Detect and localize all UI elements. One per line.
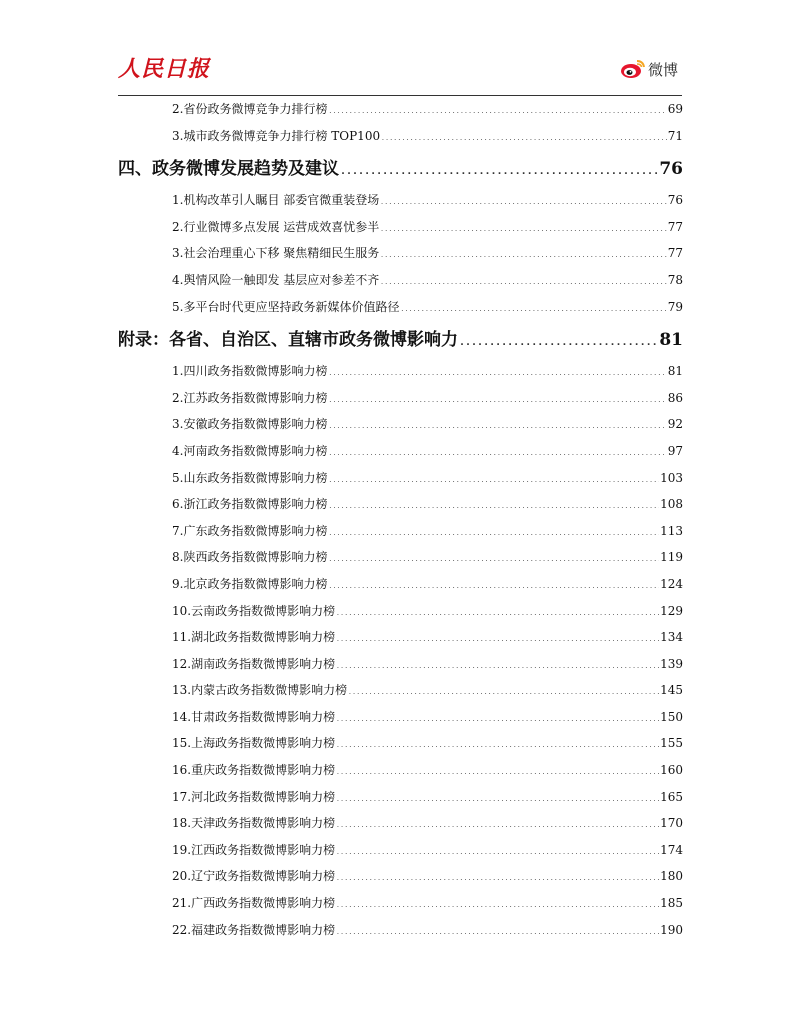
toc-section-title: 附录：各省、自治区、直辖市政务微博影响力 — [118, 330, 458, 351]
toc-entry-title: 江西政务指数微博影响力榜 — [191, 842, 336, 857]
toc-entry[interactable] — [118, 518, 683, 545]
people-daily-logo: 人民日报 — [118, 56, 211, 82]
toc-entry-number: 12. — [172, 656, 192, 671]
toc-entry[interactable] — [118, 358, 683, 385]
toc-entry-number: 19. — [172, 842, 192, 857]
toc-leader-dots — [328, 361, 666, 388]
toc-entry-page: 165 — [660, 789, 683, 804]
toc-leader-dots — [400, 297, 666, 324]
toc-entry-number: 22. — [172, 922, 192, 937]
toc-entry-title: 广东政务指数微博影响力榜 — [183, 523, 328, 538]
toc-entry-title: 湖南政务指数微博影响力榜 — [191, 656, 336, 671]
toc-entry-page: 134 — [660, 630, 683, 645]
toc-entry-number: 2. — [172, 219, 184, 234]
toc-entry[interactable] — [118, 438, 683, 465]
toc-section-heading[interactable] — [118, 155, 683, 183]
toc-entry-number: 16. — [172, 763, 192, 778]
toc-entry-page: 69 — [667, 102, 683, 116]
toc-entry[interactable] — [118, 411, 683, 438]
toc-entry-title: 四川政务指数微博影响力榜 — [183, 364, 328, 379]
toc-entry[interactable] — [118, 385, 683, 412]
toc-entry-page: 81 — [667, 364, 683, 379]
toc-entry-title: 辽宁政务指数微博影响力榜 — [191, 869, 336, 884]
toc-entry-number: 8. — [172, 550, 184, 565]
toc-leader-dots — [336, 654, 659, 681]
toc-entry-page: 78 — [667, 272, 683, 287]
toc-entry-title: 河南政务指数微博影响力榜 — [183, 443, 328, 458]
toc-entry-number: 1. — [172, 364, 184, 379]
toc-entry[interactable] — [118, 187, 683, 214]
toc-leader-dots — [348, 680, 659, 707]
toc-entry[interactable] — [118, 863, 683, 890]
toc-entry[interactable] — [118, 917, 683, 944]
toc-entry-page: 97 — [667, 443, 683, 458]
toc-leader-dots — [336, 893, 659, 920]
toc-entry-page: 77 — [667, 219, 683, 234]
toc-leader-dots — [336, 760, 659, 787]
toc-entry-title: 城市政务微博竞争力排行榜 TOP100 — [183, 128, 381, 143]
toc-entry-title: 浙江政务指数微博影响力榜 — [183, 497, 328, 512]
toc-entry[interactable] — [118, 598, 683, 625]
toc-leader-dots — [380, 243, 666, 270]
weibo-logo — [620, 58, 678, 80]
toc-leader-dots — [336, 840, 659, 867]
toc-entry-number: 10. — [172, 603, 192, 618]
toc-entry[interactable] — [118, 730, 683, 757]
toc-entry-page: 129 — [660, 603, 683, 618]
toc-leader-dots — [336, 787, 659, 814]
toc-leader-dots — [380, 270, 666, 297]
toc-leader-dots — [380, 217, 666, 244]
toc-entry-number: 2. — [172, 102, 184, 116]
toc-entry-title: 省份政务微博竞争力排行榜 — [183, 102, 328, 116]
toc-entry[interactable] — [118, 123, 683, 150]
toc-entry-number: 13. — [172, 683, 192, 698]
toc-entry-number: 7. — [172, 523, 184, 538]
toc-entry-number: 14. — [172, 709, 192, 724]
toc-leader-dots — [328, 574, 659, 601]
toc-leader-dots — [336, 707, 659, 734]
toc-leader-dots — [380, 190, 666, 217]
toc-entry-page: 76 — [667, 193, 683, 208]
toc-entry-title: 云南政务指数微博影响力榜 — [191, 603, 336, 618]
toc-entry[interactable] — [118, 677, 683, 704]
toc-leader-dots — [336, 920, 659, 947]
toc-entry[interactable] — [118, 267, 683, 294]
toc-entry-number: 20. — [172, 869, 192, 884]
toc-entry-number: 15. — [172, 736, 192, 751]
toc-entry-title: 福建政务指数微博影响力榜 — [191, 922, 336, 937]
toc-entry-number: 3. — [172, 128, 184, 143]
toc-leader-dots — [336, 733, 659, 760]
toc-entry-page: 108 — [660, 497, 683, 512]
toc-section-title: 四、政务微博发展趋势及建议 — [118, 159, 339, 180]
toc-entry[interactable] — [118, 294, 683, 321]
toc-entry-title: 社会治理重心下移 聚焦精细民生服务 — [183, 246, 380, 261]
toc-entry-page: 145 — [660, 683, 683, 698]
toc-entry-page: 79 — [667, 299, 683, 314]
toc-entry-page: 155 — [660, 736, 683, 751]
toc-leader-dots — [336, 601, 659, 628]
toc-leader-dots — [336, 813, 659, 840]
toc-leader-dots — [336, 866, 659, 893]
toc-entry-page: 71 — [667, 128, 683, 143]
weibo-logo-text: 微博 — [648, 60, 679, 79]
toc-entry-number: 6. — [172, 497, 184, 512]
toc-leader-dots — [328, 468, 659, 495]
toc-entry[interactable] — [118, 96, 683, 123]
toc-entry-title: 安徽政务指数微博影响力榜 — [183, 417, 328, 432]
toc-entry-title: 广西政务指数微博影响力榜 — [191, 896, 336, 911]
toc-entry[interactable] — [118, 651, 683, 678]
toc-entry-number: 4. — [172, 443, 184, 458]
toc-entry-title: 舆情风险一触即发 基层应对参差不齐 — [183, 272, 380, 287]
toc-leader-dots — [328, 388, 666, 415]
toc-entry-page: 150 — [660, 709, 683, 724]
toc-entry-title: 河北政务指数微博影响力榜 — [191, 789, 336, 804]
toc-entry-number: 11. — [172, 630, 192, 645]
toc-entry-title: 重庆政务指数微博影响力榜 — [191, 763, 336, 778]
toc-entry-number: 5. — [172, 470, 184, 485]
toc-section-page: 76 — [659, 159, 683, 180]
toc-entry-page: 113 — [660, 523, 683, 538]
toc-entry-page: 180 — [660, 869, 683, 884]
toc-leader-dots — [328, 494, 659, 521]
toc-leader-dots — [328, 414, 666, 441]
page-header — [0, 0, 800, 100]
weibo-eye-icon — [620, 58, 646, 80]
toc-entry-title: 内蒙古政务指数微博影响力榜 — [191, 683, 348, 698]
toc-entry-page: 190 — [660, 922, 683, 937]
toc-leader-dots — [340, 158, 658, 186]
toc-entry[interactable] — [118, 784, 683, 811]
toc-entry-number: 1. — [172, 193, 184, 208]
toc-entry-number: 18. — [172, 816, 192, 831]
toc-entry-title: 甘肃政务指数微博影响力榜 — [191, 709, 336, 724]
toc-entry-title: 湖北政务指数微博影响力榜 — [191, 630, 336, 645]
toc-entry-title: 行业微博多点发展 运营成效喜忧参半 — [183, 219, 380, 234]
toc-entry-number: 21. — [172, 896, 192, 911]
toc-entry-page: 124 — [660, 576, 683, 591]
toc-entry-number: 17. — [172, 789, 192, 804]
toc-entry-page: 77 — [667, 246, 683, 261]
toc-leader-dots — [336, 627, 659, 654]
toc-entry[interactable] — [118, 757, 683, 784]
toc-entry[interactable] — [118, 465, 683, 492]
toc-entry-number: 9. — [172, 576, 184, 591]
toc-entry-title: 上海政务指数微博影响力榜 — [191, 736, 336, 751]
toc-entry-number: 5. — [172, 299, 184, 314]
toc-entry[interactable] — [118, 810, 683, 837]
toc-entry-page: 92 — [667, 417, 683, 432]
toc-leader-dots — [328, 547, 659, 574]
toc-entry[interactable] — [118, 624, 683, 651]
toc-entry-page: 160 — [660, 763, 683, 778]
toc-entry-page: 103 — [660, 470, 683, 485]
table-of-contents — [118, 96, 683, 943]
toc-entry-title: 多平台时代更应坚持政务新媒体价值路径 — [183, 299, 400, 314]
toc-leader-dots — [328, 521, 659, 548]
toc-leader-dots — [381, 126, 667, 153]
toc-section-page: 81 — [659, 330, 683, 351]
toc-entry[interactable] — [118, 704, 683, 731]
toc-entry[interactable] — [118, 890, 683, 917]
toc-entry[interactable] — [118, 571, 683, 598]
toc-leader-dots — [328, 441, 666, 468]
toc-entry-page: 170 — [660, 816, 683, 831]
toc-entry[interactable] — [118, 544, 683, 571]
toc-entry-number: 2. — [172, 390, 184, 405]
toc-leader-dots — [459, 329, 658, 357]
toc-entry[interactable] — [118, 837, 683, 864]
toc-entry-title: 陕西政务指数微博影响力榜 — [183, 550, 328, 565]
toc-entry-title: 山东政务指数微博影响力榜 — [183, 470, 328, 485]
toc-entry[interactable] — [118, 491, 683, 518]
toc-entry-title: 天津政务指数微博影响力榜 — [191, 816, 336, 831]
toc-entry-page: 119 — [660, 550, 683, 565]
toc-leader-dots — [328, 99, 666, 126]
toc-entry-page: 174 — [660, 842, 683, 857]
toc-entry-title: 北京政务指数微博影响力榜 — [183, 576, 328, 591]
toc-entry-page: 139 — [660, 656, 683, 671]
toc-entry-page: 86 — [667, 390, 683, 405]
toc-entry[interactable] — [118, 214, 683, 241]
toc-entry-page: 185 — [660, 896, 683, 911]
toc-appendix-heading[interactable] — [118, 326, 683, 354]
toc-entry-title: 江苏政务指数微博影响力榜 — [183, 390, 328, 405]
toc-entry-number: 3. — [172, 417, 184, 432]
toc-entry-number: 4. — [172, 272, 184, 287]
toc-entry[interactable] — [118, 240, 683, 267]
toc-entry-title: 机构改革引人瞩目 部委官微重装登场 — [183, 193, 380, 208]
toc-entry-number: 3. — [172, 246, 184, 261]
